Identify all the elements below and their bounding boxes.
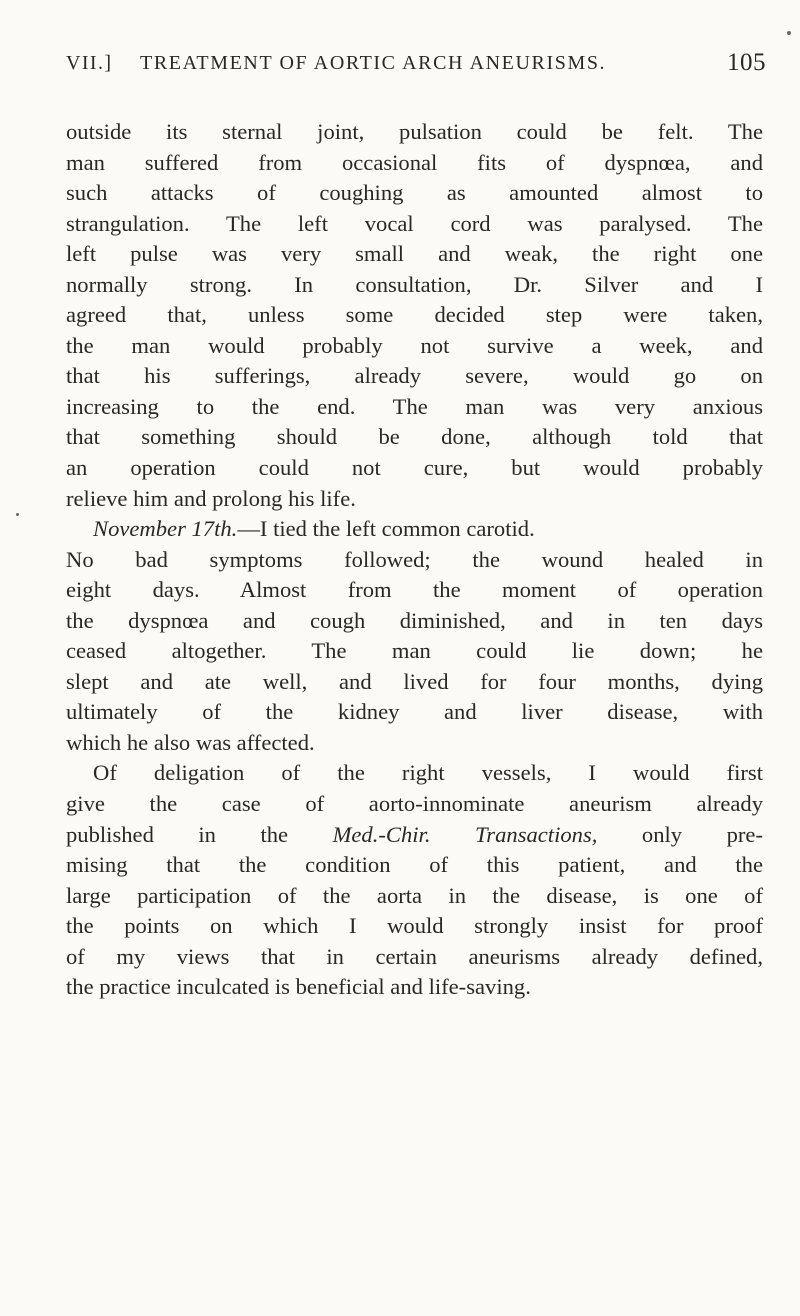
text-line: man suffered from occasional fits of dyspnœa, and [66,149,763,175]
text-line: left pulse was very small and weak, the right one [66,241,763,267]
running-header [66,49,766,92]
text-line: increasing to the end. The man was very anxious [66,393,763,419]
text-line: an operation could not cure, but would probably [66,455,763,481]
text-line: ceased altogether. The man could lie down; he [66,638,763,664]
text-line: the dyspnœa and cough diminished, and in ten days [66,607,763,633]
text-line: of my views that in certain aneurisms already defined, [66,943,763,969]
text-line: that something should be done, although told that [66,424,763,450]
page-number: 105 [727,49,766,76]
text-line: such attacks of coughing as amounted almost to [66,180,763,206]
running-title: TREATMENT OF AORTIC ARCH ANEURISMS. [140,52,607,74]
text-line: ultimately of the kidney and liver disease, with [66,699,763,725]
text-line: the points on which I would strongly insist for proof [66,913,763,939]
text-fragment: published in the [66,821,289,847]
text-line [66,514,763,545]
text-line: which he also was affected. [66,729,315,755]
text-line: that his sufferings, already severe, would go on [66,363,763,389]
text-line: Of deligation of the right vessels, I would first [93,760,763,786]
text-line: strangulation. The left vocal cord was paralysed. The [66,210,763,236]
text-line: slept and ate well, and lived for four months, dying [66,668,763,694]
text-line: normally strong. In consultation, Dr. Silver and I [66,271,763,297]
text-line: the practice inculcated is beneficial and life-saving. [66,974,531,1000]
print-speck [16,513,19,516]
text-line [66,820,763,851]
chapter-number: VII.] [66,52,113,74]
date-entry-text: —I tied the left common carotid. [237,516,535,542]
text-line: outside its sternal joint, pulsation could be felt. The [66,119,763,144]
print-speck [787,31,791,35]
text-line: No bad symptoms followed; the wound healed in [66,546,763,572]
text-line: large participation of the aorta in the disease, is one of [66,882,763,908]
text-line: relieve him and prolong his life. [66,485,356,511]
text-fragment: only pre- [641,821,763,847]
text-line: the man would probably not survive a week, and [66,332,763,358]
text-line: agreed that, unless some decided step were taken, [66,302,763,328]
text-line: give the case of aorto-innominate aneurism already [66,791,763,817]
text-line: eight days. Almost from the moment of operation [66,577,763,603]
text-line: mising that the condition of this patient, and the [66,852,763,878]
journal-title: Med.-Chir. Transactions, [332,821,598,847]
body-text [66,117,763,1003]
date-heading: November 17th. [93,516,238,542]
